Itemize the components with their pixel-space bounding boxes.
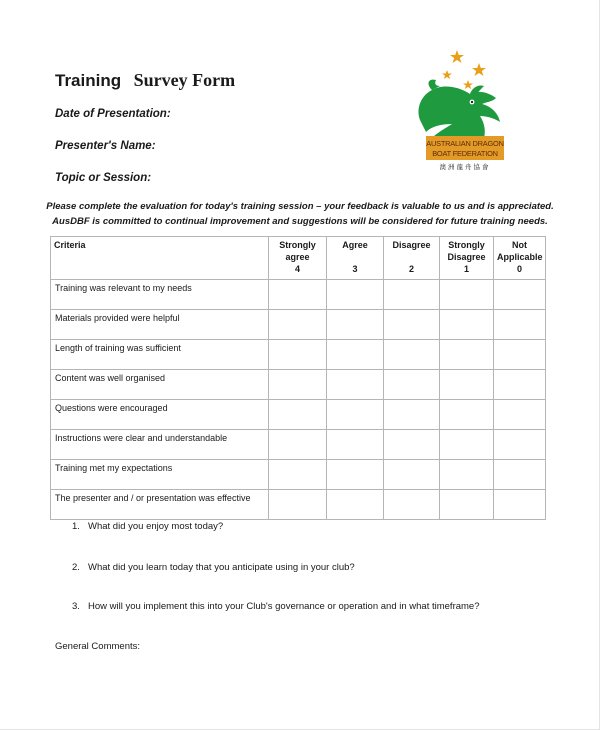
evaluation-table <box>50 236 546 520</box>
date-of-presentation-label: Date of Presentation: <box>55 108 171 120</box>
question-1: 1. What did you enjoy most today? <box>72 521 224 532</box>
criteria-cell: Materials provided were helpful <box>51 310 269 340</box>
agree-rating-cell[interactable] <box>327 280 384 310</box>
disagree-rating-cell[interactable] <box>384 460 440 490</box>
agree-rating-cell[interactable] <box>327 430 384 460</box>
strongly-agree-rating-cell[interactable] <box>269 490 327 520</box>
criteria-cell: Content was well organised <box>51 370 269 400</box>
strongly-agree-rating-cell[interactable] <box>269 430 327 460</box>
table-row <box>51 280 546 310</box>
topic-session-label: Topic or Session: <box>55 172 152 184</box>
question-3: 3. How will you implement this into your Club's governance or operation and in what timeframe? <box>72 601 480 612</box>
general-comments-label: General Comments: <box>55 641 141 652</box>
not-applicable-rating-cell[interactable] <box>494 310 546 340</box>
presenter-name-label: Presenter's Name: <box>55 140 156 152</box>
criteria-cell: Instructions were clear and understandable <box>51 430 269 460</box>
strongly-agree-header: Strongly agree 4 <box>269 237 327 280</box>
strongly-disagree-rating-cell[interactable] <box>440 400 494 430</box>
star-icon <box>450 50 464 63</box>
strongly-disagree-rating-cell[interactable] <box>440 280 494 310</box>
not-applicable-rating-cell[interactable] <box>494 460 546 490</box>
agree-rating-cell[interactable] <box>327 400 384 430</box>
disagree-rating-cell[interactable] <box>384 490 440 520</box>
table-row <box>51 430 546 460</box>
title-training: Training <box>55 71 122 90</box>
agree-rating-cell[interactable] <box>327 460 384 490</box>
star-icon <box>472 63 486 76</box>
disagree-rating-cell[interactable] <box>384 400 440 430</box>
table-header-row <box>51 237 546 280</box>
criteria-cell: Training met my expectations <box>51 460 269 490</box>
not-applicable-rating-cell[interactable] <box>494 490 546 520</box>
ausdbf-logo <box>412 50 512 180</box>
dragon-icon <box>419 80 501 138</box>
logo-chinese-text: 澳洲龍舟協會 <box>439 164 491 171</box>
strongly-disagree-rating-cell[interactable] <box>440 370 494 400</box>
intro-line-2: AusDBF is committed to continual improvement and suggestions will be considered for future training needs. <box>52 216 548 227</box>
title-survey-form: Survey Form <box>133 70 236 90</box>
table-row <box>51 370 546 400</box>
disagree-rating-cell[interactable] <box>384 430 440 460</box>
criteria-cell: Questions were encouraged <box>51 400 269 430</box>
strongly-disagree-rating-cell[interactable] <box>440 310 494 340</box>
not-applicable-rating-cell[interactable] <box>494 430 546 460</box>
disagree-header: Disagree 2 <box>384 237 440 280</box>
disagree-rating-cell[interactable] <box>384 340 440 370</box>
criteria-cell: The presenter and / or presentation was effective <box>51 490 269 520</box>
agree-header: Agree 3 <box>327 237 384 280</box>
intro-text <box>40 199 560 229</box>
logo-line1: AUSTRALIAN DRAGON <box>426 139 504 148</box>
agree-rating-cell[interactable] <box>327 490 384 520</box>
not-applicable-header: Not Applicable 0 <box>494 237 546 280</box>
strongly-agree-rating-cell[interactable] <box>269 280 327 310</box>
strongly-agree-rating-cell[interactable] <box>269 370 327 400</box>
agree-rating-cell[interactable] <box>327 340 384 370</box>
table-row <box>51 340 546 370</box>
disagree-rating-cell[interactable] <box>384 370 440 400</box>
criteria-cell: Length of training was sufficient <box>51 340 269 370</box>
agree-rating-cell[interactable] <box>327 310 384 340</box>
strongly-agree-rating-cell[interactable] <box>269 340 327 370</box>
agree-rating-cell[interactable] <box>327 370 384 400</box>
strongly-disagree-rating-cell[interactable] <box>440 430 494 460</box>
star-icon <box>463 80 473 89</box>
strongly-agree-rating-cell[interactable] <box>269 310 327 340</box>
star-icon <box>442 70 452 79</box>
intro-line-1: Please complete the evaluation for today's training session – your feedback is valuable to us and is appreciated. <box>46 201 554 212</box>
disagree-rating-cell[interactable] <box>384 310 440 340</box>
criteria-header: Criteria <box>51 237 269 280</box>
table-row <box>51 310 546 340</box>
strongly-disagree-header: Strongly Disagree 1 <box>440 237 494 280</box>
logo-line2: BOAT FEDERATION <box>432 148 498 158</box>
not-applicable-rating-cell[interactable] <box>494 370 546 400</box>
table-row <box>51 460 546 490</box>
strongly-agree-rating-cell[interactable] <box>269 460 327 490</box>
disagree-rating-cell[interactable] <box>384 280 440 310</box>
strongly-agree-rating-cell[interactable] <box>269 400 327 430</box>
not-applicable-rating-cell[interactable] <box>494 340 546 370</box>
strongly-disagree-rating-cell[interactable] <box>440 490 494 520</box>
strongly-disagree-rating-cell[interactable] <box>440 340 494 370</box>
table-row <box>51 400 546 430</box>
question-2: 2. What did you learn today that you anticipate using in your club? <box>72 562 355 573</box>
not-applicable-rating-cell[interactable] <box>494 400 546 430</box>
strongly-disagree-rating-cell[interactable] <box>440 460 494 490</box>
not-applicable-rating-cell[interactable] <box>494 280 546 310</box>
page-title <box>55 70 235 91</box>
table-row <box>51 490 546 520</box>
logo-text-box <box>426 136 504 160</box>
criteria-cell: Training was relevant to my needs <box>51 280 269 310</box>
